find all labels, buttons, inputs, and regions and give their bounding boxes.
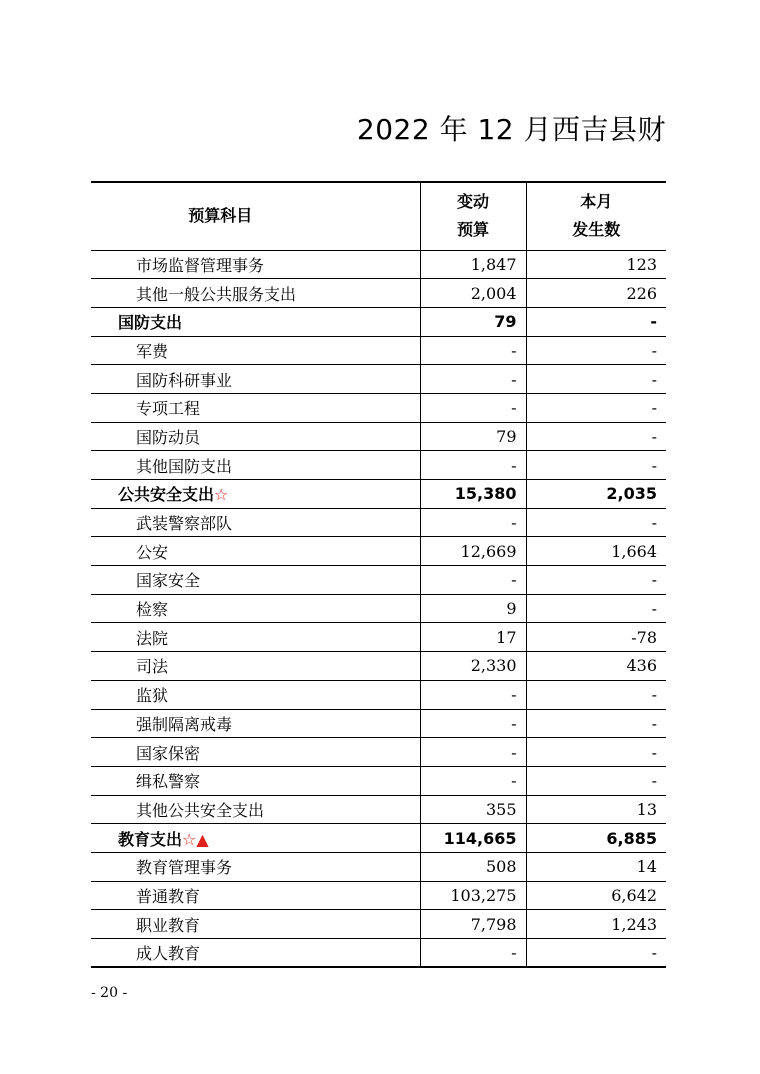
table-row bbox=[91, 766, 666, 795]
subject-text: 教育支出 bbox=[118, 829, 183, 849]
month-cell: 14 bbox=[526, 852, 666, 881]
budget-cell: 79 bbox=[420, 422, 526, 451]
subject-text: 缉私警察 bbox=[136, 772, 201, 792]
budget-cell: 355 bbox=[420, 795, 526, 824]
subject-cell bbox=[91, 738, 420, 767]
subject-cell bbox=[91, 365, 420, 394]
subject-cell bbox=[91, 336, 420, 365]
budget-cell: - bbox=[420, 766, 526, 795]
budget-cell: 15,380 bbox=[420, 480, 526, 509]
month-cell: 1,664 bbox=[526, 537, 666, 566]
subject-cell bbox=[91, 250, 420, 279]
table-row bbox=[91, 393, 666, 422]
table-row bbox=[91, 852, 666, 881]
subject-text: 成人教育 bbox=[136, 944, 201, 964]
table-row bbox=[91, 623, 666, 652]
subject-cell bbox=[91, 709, 420, 738]
subject-text: 其他公共安全支出 bbox=[136, 800, 265, 820]
subject-text: 军费 bbox=[136, 341, 169, 361]
month-cell: - bbox=[526, 738, 666, 767]
month-cell: - bbox=[526, 594, 666, 623]
subject-cell bbox=[91, 852, 420, 881]
category-row bbox=[91, 824, 666, 853]
subject-text: 教育管理事务 bbox=[136, 858, 233, 878]
budget-cell: 114,665 bbox=[420, 824, 526, 853]
budget-cell: 12,669 bbox=[420, 537, 526, 566]
subject-cell bbox=[91, 279, 420, 308]
subject-cell bbox=[91, 623, 420, 652]
table-header-row bbox=[91, 182, 666, 250]
budget-cell: 9 bbox=[420, 594, 526, 623]
subject-text: 国防动员 bbox=[136, 427, 201, 447]
table-row bbox=[91, 451, 666, 480]
table-row bbox=[91, 709, 666, 738]
category-row bbox=[91, 480, 666, 509]
subject-cell bbox=[91, 766, 420, 795]
header-budget-line1: 变动 bbox=[456, 192, 489, 212]
subject-cell bbox=[91, 480, 420, 509]
subject-cell bbox=[91, 451, 420, 480]
budget-cell: - bbox=[420, 451, 526, 480]
month-cell: -78 bbox=[526, 623, 666, 652]
table-row bbox=[91, 881, 666, 910]
budget-cell: - bbox=[420, 336, 526, 365]
budget-cell: - bbox=[420, 680, 526, 709]
subject-cell bbox=[91, 566, 420, 595]
table-row bbox=[91, 279, 666, 308]
header-month-line1: 本月 bbox=[580, 192, 613, 212]
subject-text: 专项工程 bbox=[136, 399, 201, 419]
month-cell: - bbox=[526, 365, 666, 394]
subject-cell bbox=[91, 652, 420, 681]
budget-cell: 2,004 bbox=[420, 279, 526, 308]
month-cell: 13 bbox=[526, 795, 666, 824]
month-cell: - bbox=[526, 336, 666, 365]
subject-cell bbox=[91, 537, 420, 566]
subject-text: 职业教育 bbox=[136, 915, 201, 935]
table-row bbox=[91, 422, 666, 451]
subject-cell bbox=[91, 680, 420, 709]
subject-cell bbox=[91, 824, 420, 853]
table-row bbox=[91, 939, 666, 968]
table-row bbox=[91, 537, 666, 566]
table-row bbox=[91, 594, 666, 623]
month-cell: - bbox=[526, 508, 666, 537]
table-row bbox=[91, 365, 666, 394]
subject-text: 公安 bbox=[136, 542, 169, 562]
subject-cell bbox=[91, 910, 420, 939]
budget-cell: - bbox=[420, 393, 526, 422]
subject-cell bbox=[91, 594, 420, 623]
budget-cell: 79 bbox=[420, 307, 526, 336]
month-cell: - bbox=[526, 680, 666, 709]
table-row bbox=[91, 336, 666, 365]
budget-cell: - bbox=[420, 709, 526, 738]
month-cell: - bbox=[526, 307, 666, 336]
month-cell: 123 bbox=[526, 250, 666, 279]
header-month bbox=[526, 182, 666, 250]
subject-text: 司法 bbox=[136, 657, 169, 677]
subject-text: 强制隔离戒毒 bbox=[136, 714, 233, 734]
header-budget-line2: 预算 bbox=[456, 220, 489, 240]
category-row bbox=[91, 307, 666, 336]
subject-cell bbox=[91, 393, 420, 422]
budget-cell: 1,847 bbox=[420, 250, 526, 279]
budget-cell: - bbox=[420, 365, 526, 394]
budget-cell: 103,275 bbox=[420, 881, 526, 910]
subject-cell bbox=[91, 422, 420, 451]
table-row bbox=[91, 795, 666, 824]
page-title: 2022 年 12 月西吉县财 bbox=[356, 113, 666, 146]
subject-cell bbox=[91, 307, 420, 336]
month-cell: 2,035 bbox=[526, 480, 666, 509]
month-cell: 6,885 bbox=[526, 824, 666, 853]
subject-text: 其他一般公共服务支出 bbox=[136, 284, 297, 304]
budget-cell: - bbox=[420, 738, 526, 767]
month-cell: - bbox=[526, 393, 666, 422]
table-row bbox=[91, 910, 666, 939]
subject-text: 武装警察部队 bbox=[136, 514, 233, 534]
subject-cell bbox=[91, 508, 420, 537]
table-row bbox=[91, 508, 666, 537]
table-row bbox=[91, 652, 666, 681]
subject-cell bbox=[91, 795, 420, 824]
budget-cell: 7,798 bbox=[420, 910, 526, 939]
month-cell: - bbox=[526, 422, 666, 451]
month-cell: - bbox=[526, 939, 666, 968]
month-cell: - bbox=[526, 451, 666, 480]
marker-symbols: ☆▲ bbox=[182, 829, 209, 849]
month-cell: 226 bbox=[526, 279, 666, 308]
page-number: - 20 - bbox=[91, 985, 128, 1001]
budget-cell: - bbox=[420, 566, 526, 595]
table-row bbox=[91, 738, 666, 767]
table-row bbox=[91, 250, 666, 279]
subject-text: 法院 bbox=[136, 628, 169, 648]
subject-text: 国家保密 bbox=[136, 743, 201, 763]
subject-text: 市场监督管理事务 bbox=[136, 255, 265, 275]
subject-text: 普通教育 bbox=[136, 886, 201, 906]
budget-cell: - bbox=[420, 508, 526, 537]
table-row bbox=[91, 566, 666, 595]
budget-cell: - bbox=[420, 939, 526, 968]
month-cell: 436 bbox=[526, 652, 666, 681]
header-budget bbox=[420, 182, 526, 250]
header-month-line2: 发生数 bbox=[572, 220, 621, 240]
budget-cell: 17 bbox=[420, 623, 526, 652]
month-cell: - bbox=[526, 566, 666, 595]
subject-cell bbox=[91, 881, 420, 910]
subject-text: 国防科研事业 bbox=[136, 370, 233, 390]
header-subject: 预算科目 bbox=[91, 182, 420, 250]
month-cell: 6,642 bbox=[526, 881, 666, 910]
table-row bbox=[91, 680, 666, 709]
subject-text: 其他国防支出 bbox=[136, 456, 233, 476]
month-cell: - bbox=[526, 709, 666, 738]
subject-text: 监狱 bbox=[136, 686, 169, 706]
marker-symbols: ☆ bbox=[214, 485, 229, 505]
subject-text: 检察 bbox=[136, 600, 169, 620]
month-cell: 1,243 bbox=[526, 910, 666, 939]
month-cell: - bbox=[526, 766, 666, 795]
subject-text: 国防支出 bbox=[118, 313, 183, 333]
subject-text: 国家安全 bbox=[136, 571, 201, 591]
subject-cell bbox=[91, 939, 420, 968]
budget-table bbox=[91, 181, 666, 968]
budget-cell: 508 bbox=[420, 852, 526, 881]
subject-text: 公共安全支出 bbox=[118, 485, 215, 505]
budget-cell: 2,330 bbox=[420, 652, 526, 681]
